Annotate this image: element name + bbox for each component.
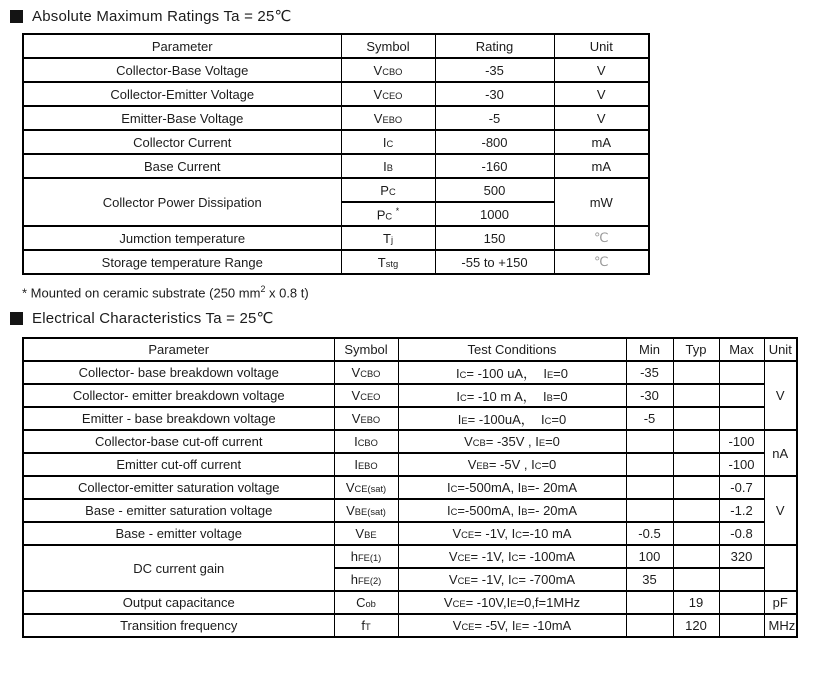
section-title-absolute-maximum-ratings <box>10 7 818 25</box>
table-cell <box>626 430 673 453</box>
table-cell: ℃ <box>554 250 649 274</box>
table-cell: 100 <box>626 545 673 568</box>
table-cell <box>626 499 673 522</box>
table-cell <box>719 591 764 614</box>
table-cell <box>673 361 719 384</box>
table-cell: -35 <box>435 58 554 82</box>
table-row <box>23 130 649 154</box>
table-cell <box>764 545 797 591</box>
table-cell: Base - emitter voltage <box>23 522 334 545</box>
table-cell: Collector-base cut-off current <box>23 430 334 453</box>
column-header: Unit <box>554 34 649 58</box>
table-cell: 150 <box>435 226 554 250</box>
table-cell: Emitter cut-off current <box>23 453 334 476</box>
table-cell: Cob <box>334 591 398 614</box>
table-cell: VCBO <box>334 361 398 384</box>
table-row <box>23 591 797 614</box>
table-row <box>23 614 797 637</box>
table-cell: Transition frequency <box>23 614 334 637</box>
table-row <box>23 226 649 250</box>
table-cell: DC current gain <box>23 545 334 591</box>
table-cell: IC= -100 uA， IE=0 <box>398 361 626 384</box>
black-square-bullet-icon <box>10 312 23 325</box>
column-header: Parameter <box>23 338 334 361</box>
table-cell: -5 <box>626 407 673 430</box>
table-cell <box>626 591 673 614</box>
table-cell: IB <box>341 154 435 178</box>
table-cell: VBE <box>334 522 398 545</box>
table-cell: hFE(1) <box>334 545 398 568</box>
column-header: Min <box>626 338 673 361</box>
table-cell: -160 <box>435 154 554 178</box>
table-cell: -5 <box>435 106 554 130</box>
table-cell: mA <box>554 154 649 178</box>
column-header: Max <box>719 338 764 361</box>
table-cell <box>626 453 673 476</box>
table-cell: PC * <box>341 202 435 226</box>
table-cell: fT <box>334 614 398 637</box>
table-cell: PC <box>341 178 435 202</box>
table-cell: Collector-Emitter Voltage <box>23 82 341 106</box>
table-row <box>23 545 797 568</box>
table-cell: Collector- base breakdown voltage <box>23 361 334 384</box>
table-cell: 320 <box>719 545 764 568</box>
table-cell: VCEO <box>334 384 398 407</box>
table-cell: VEB= -5V , IC=0 <box>398 453 626 476</box>
table-cell: IC=-500mA, IB=- 20mA <box>398 476 626 499</box>
table-cell: IEBO <box>334 453 398 476</box>
column-header: Rating <box>435 34 554 58</box>
table-cell <box>673 545 719 568</box>
table-cell: ICBO <box>334 430 398 453</box>
table-cell <box>673 522 719 545</box>
table-row <box>23 522 797 545</box>
table-cell: VCE= -5V, IE= -10mA <box>398 614 626 637</box>
table-cell <box>626 476 673 499</box>
table-cell <box>673 407 719 430</box>
table-cell <box>673 499 719 522</box>
table-row <box>23 250 649 274</box>
table-cell <box>719 407 764 430</box>
table-cell: mW <box>554 178 649 226</box>
table-cell: -55 to +150 <box>435 250 554 274</box>
table-cell: 120 <box>673 614 719 637</box>
table-cell: V <box>764 476 797 545</box>
table-cell: IC <box>341 130 435 154</box>
table-row <box>23 430 797 453</box>
column-header: Unit <box>764 338 797 361</box>
table-cell: VCE= -1V, IC= -700mA <box>398 568 626 591</box>
column-header: Symbol <box>341 34 435 58</box>
table-cell: Emitter-Base Voltage <box>23 106 341 130</box>
column-header: Parameter <box>23 34 341 58</box>
table-cell: -0.8 <box>719 522 764 545</box>
column-header: Test Conditions <box>398 338 626 361</box>
table-row <box>23 476 797 499</box>
table-cell: V <box>554 58 649 82</box>
table-cell: mA <box>554 130 649 154</box>
table-cell <box>673 430 719 453</box>
table-cell: Jumction temperature <box>23 226 341 250</box>
table-cell: IE= -100uA， IC=0 <box>398 407 626 430</box>
table-cell: Base Current <box>23 154 341 178</box>
table-cell: -35 <box>626 361 673 384</box>
table-cell: Collector-emitter saturation voltage <box>23 476 334 499</box>
table-cell: VCE= -1V, IC= -100mA <box>398 545 626 568</box>
table-row <box>23 58 649 82</box>
table-cell: VCE= -10V,IE=0,f=1MHz <box>398 591 626 614</box>
table-cell: Tj <box>341 226 435 250</box>
table-cell: -1.2 <box>719 499 764 522</box>
table-cell <box>673 384 719 407</box>
table-cell <box>719 361 764 384</box>
table-cell: 19 <box>673 591 719 614</box>
table-cell <box>719 384 764 407</box>
table-cell: Base - emitter saturation voltage <box>23 499 334 522</box>
header-row <box>23 338 797 361</box>
table-cell: V <box>554 106 649 130</box>
table-cell <box>719 614 764 637</box>
table-row <box>23 82 649 106</box>
table-cell: VEBO <box>334 407 398 430</box>
table-row <box>23 154 649 178</box>
table-cell: -0.5 <box>626 522 673 545</box>
table-cell: VCE(sat) <box>334 476 398 499</box>
table-cell: MHz <box>764 614 797 637</box>
table-cell: -100 <box>719 430 764 453</box>
table-row <box>23 178 649 202</box>
table-row <box>23 407 797 430</box>
table-cell: 35 <box>626 568 673 591</box>
table-cell: nA <box>764 430 797 476</box>
absolute-maximum-ratings-table <box>22 33 650 275</box>
table-cell: V <box>554 82 649 106</box>
table-cell: 1000 <box>435 202 554 226</box>
table-cell: IC=-500mA, IB=- 20mA <box>398 499 626 522</box>
table-cell: -30 <box>435 82 554 106</box>
table-cell: 500 <box>435 178 554 202</box>
table-cell: VCBO <box>341 58 435 82</box>
table-cell: pF <box>764 591 797 614</box>
table-cell: -0.7 <box>719 476 764 499</box>
table-cell <box>719 568 764 591</box>
table-row <box>23 361 797 384</box>
table-cell: Storage temperature Range <box>23 250 341 274</box>
table-cell: -800 <box>435 130 554 154</box>
table-cell: VCB= -35V , IE=0 <box>398 430 626 453</box>
table-cell: IC= -10 m A， IB=0 <box>398 384 626 407</box>
table-cell <box>673 476 719 499</box>
table-row <box>23 499 797 522</box>
table-cell: -30 <box>626 384 673 407</box>
section-title-electrical-characteristics <box>10 309 818 327</box>
electrical-characteristics-table <box>22 337 798 638</box>
table-cell <box>626 614 673 637</box>
table-cell: VBE(sat) <box>334 499 398 522</box>
section-title-text: Absolute Maximum Ratings Ta = 25℃ <box>32 8 292 25</box>
black-square-bullet-icon <box>10 10 23 23</box>
section-title-text: Electrical Characteristics Ta = 25℃ <box>32 310 274 328</box>
table-cell: VEBO <box>341 106 435 130</box>
table-cell: Output capacitance <box>23 591 334 614</box>
table-row <box>23 453 797 476</box>
table-cell: VCE= -1V, IC=-10 mA <box>398 522 626 545</box>
table-cell: Collector- emitter breakdown voltage <box>23 384 334 407</box>
table-cell: -100 <box>719 453 764 476</box>
table-cell <box>673 568 719 591</box>
table-cell: Collector Power Dissipation <box>23 178 341 226</box>
header-row <box>23 34 649 58</box>
table-cell: ℃ <box>554 226 649 250</box>
table-cell: V <box>764 361 797 430</box>
table-cell: hFE(2) <box>334 568 398 591</box>
footnote: * Mounted on ceramic substrate (250 $mm^2$ x 0.8 t) <box>22 284 309 301</box>
table-cell: Collector-Base Voltage <box>23 58 341 82</box>
table-cell: Tstg <box>341 250 435 274</box>
table-cell <box>673 453 719 476</box>
table-row <box>23 384 797 407</box>
column-header: Typ <box>673 338 719 361</box>
table-cell: VCEO <box>341 82 435 106</box>
table-row <box>23 106 649 130</box>
column-header: Symbol <box>334 338 398 361</box>
table-cell: Emitter - base breakdown voltage <box>23 407 334 430</box>
table-cell: Collector Current <box>23 130 341 154</box>
